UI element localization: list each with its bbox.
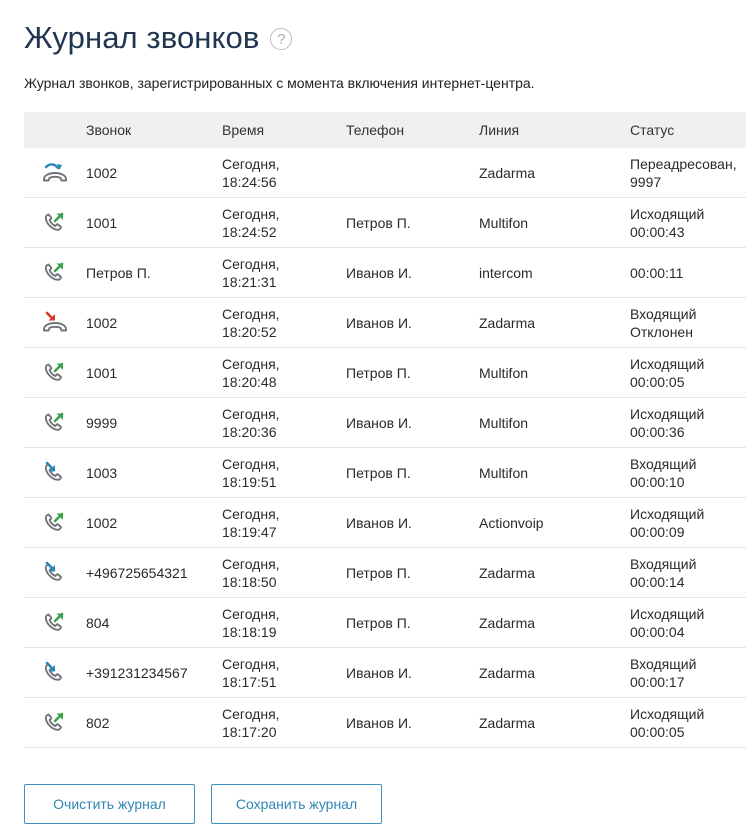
call-incoming-icon [24, 561, 86, 585]
status-text: Входящий [630, 555, 697, 572]
call-cell: 1003 [86, 464, 118, 481]
status-detail: 00:00:17 [630, 673, 685, 690]
date-text: Сегодня, [222, 555, 280, 572]
status-cell [630, 705, 746, 741]
line-cell: Multifon [479, 414, 529, 431]
table-row [24, 398, 746, 448]
line-cell: Zadarma [479, 314, 536, 331]
date-text: Сегодня, [222, 205, 280, 222]
date-text: Сегодня, [222, 655, 280, 672]
call-outgoing-icon [24, 611, 86, 635]
time-cell [222, 205, 346, 241]
line-cell: Zadarma [479, 714, 536, 731]
time-text: 18:24:52 [222, 223, 277, 240]
line-cell: Zadarma [479, 664, 536, 681]
table-row [24, 448, 746, 498]
date-text: Сегодня, [222, 505, 280, 522]
time-cell [222, 155, 346, 191]
table-row [24, 148, 746, 198]
status-cell [630, 205, 746, 241]
status-detail: 00:00:05 [630, 373, 685, 390]
phone-cell: Иванов И. [346, 664, 412, 681]
table-header [24, 112, 746, 148]
clear-log-button[interactable]: Очистить журнал [24, 784, 195, 824]
status-cell [630, 605, 746, 641]
status-detail: 00:00:43 [630, 223, 685, 240]
time-cell [222, 355, 346, 391]
call-outgoing-icon [24, 211, 86, 235]
date-text: Сегодня, [222, 405, 280, 422]
time-text: 18:24:56 [222, 173, 277, 190]
status-detail: 00:00:36 [630, 423, 685, 440]
line-cell: Zadarma [479, 564, 536, 581]
table-row [24, 698, 746, 748]
table-row [24, 298, 746, 348]
date-text: Сегодня, [222, 305, 280, 322]
save-log-button[interactable]: Сохранить журнал [211, 784, 382, 824]
phone-cell: Петров П. [346, 364, 411, 381]
call-declined-icon [24, 311, 86, 335]
phone-cell: Петров П. [346, 614, 411, 631]
phone-cell: Иванов И. [346, 264, 412, 281]
time-text: 18:20:48 [222, 373, 277, 390]
page-title: Журнал звонков [24, 20, 260, 55]
call-forwarded-icon [24, 161, 86, 185]
page-subtitle: Журнал звонков, зарегистрированных с момента включения интернет-центра. [24, 75, 535, 91]
status-cell [630, 655, 746, 691]
call-outgoing-icon [24, 361, 86, 385]
call-outgoing-icon [24, 711, 86, 735]
call-cell: +391231234567 [86, 664, 188, 681]
time-cell [222, 505, 346, 541]
status-detail: 00:00:04 [630, 623, 685, 640]
table-row [24, 598, 746, 648]
status-cell [630, 305, 746, 341]
time-text: 18:17:51 [222, 673, 277, 690]
date-text: Сегодня, [222, 255, 280, 272]
call-log-table [24, 112, 746, 748]
time-cell [222, 455, 346, 491]
date-text: Сегодня, [222, 705, 280, 722]
line-cell: Zadarma [479, 164, 536, 181]
time-cell [222, 305, 346, 341]
line-cell: Multifon [479, 214, 529, 231]
status-cell [630, 505, 746, 541]
table-row [24, 248, 746, 298]
time-text: 18:19:51 [222, 473, 277, 490]
date-text: Сегодня, [222, 605, 280, 622]
call-cell: Петров П. [86, 264, 151, 281]
time-cell [222, 655, 346, 691]
help-icon[interactable]: ? [270, 28, 292, 50]
phone-cell: Петров П. [346, 214, 411, 231]
time-text: 18:20:52 [222, 323, 277, 340]
status-cell [630, 355, 746, 391]
call-outgoing-icon [24, 411, 86, 435]
status-text: Исходящий [630, 205, 705, 222]
time-text: 18:18:19 [222, 623, 277, 640]
call-cell: 9999 [86, 414, 118, 431]
status-detail: Отклонен [630, 323, 693, 340]
status-text: 00:00:11 [630, 264, 684, 281]
call-incoming-icon [24, 461, 86, 485]
call-cell: 1001 [86, 364, 118, 381]
time-text: 18:17:20 [222, 723, 277, 740]
header-line: Линия [479, 122, 520, 138]
line-cell: Multifon [479, 464, 529, 481]
header-time: Время [222, 122, 265, 138]
status-cell [630, 455, 746, 491]
date-text: Сегодня, [222, 455, 280, 472]
table-row [24, 498, 746, 548]
status-detail: 9997 [630, 173, 662, 190]
status-text: Входящий [630, 655, 697, 672]
phone-cell: Иванов И. [346, 714, 412, 731]
header-call: Звонок [86, 122, 132, 138]
call-cell: 1002 [86, 164, 118, 181]
call-cell: +496725654321 [86, 564, 188, 581]
status-detail: 00:00:05 [630, 723, 685, 740]
date-text: Сегодня, [222, 355, 280, 372]
status-detail: 00:00:10 [630, 473, 685, 490]
date-text: Сегодня, [222, 155, 280, 172]
line-cell: Zadarma [479, 614, 536, 631]
time-cell [222, 405, 346, 441]
time-text: 18:20:36 [222, 423, 277, 440]
status-text: Исходящий [630, 405, 705, 422]
call-incoming-icon [24, 661, 86, 685]
status-cell [630, 155, 746, 191]
status-text: Входящий [630, 305, 697, 322]
status-text: Входящий [630, 455, 697, 472]
status-cell [630, 405, 746, 441]
phone-cell: Иванов И. [346, 514, 412, 531]
time-cell [222, 605, 346, 641]
status-text: Переадресован, [630, 155, 737, 172]
table-row [24, 348, 746, 398]
status-cell [630, 264, 746, 282]
phone-cell: Петров П. [346, 464, 411, 481]
line-cell: intercom [479, 264, 533, 281]
phone-cell: Иванов И. [346, 414, 412, 431]
time-cell [222, 555, 346, 591]
line-cell: Multifon [479, 364, 529, 381]
status-text: Исходящий [630, 705, 705, 722]
status-detail: 00:00:09 [630, 523, 685, 540]
call-cell: 802 [86, 714, 110, 731]
status-detail: 00:00:14 [630, 573, 685, 590]
line-cell: Actionvoip [479, 514, 544, 531]
table-row [24, 198, 746, 248]
header-status: Статус [630, 122, 675, 138]
time-cell [222, 705, 346, 741]
time-text: 18:21:31 [222, 273, 277, 290]
call-cell: 1002 [86, 314, 118, 331]
call-cell: 1001 [86, 214, 118, 231]
phone-cell: Иванов И. [346, 314, 412, 331]
time-cell [222, 255, 346, 291]
table-row [24, 548, 746, 598]
phone-cell: Петров П. [346, 564, 411, 581]
status-cell [630, 555, 746, 591]
call-cell: 1002 [86, 514, 118, 531]
status-text: Исходящий [630, 355, 705, 372]
table-body [24, 148, 746, 748]
call-cell: 804 [86, 614, 110, 631]
status-text: Исходящий [630, 505, 705, 522]
time-text: 18:19:47 [222, 523, 277, 540]
title-row [24, 20, 292, 56]
time-text: 18:18:50 [222, 573, 277, 590]
call-outgoing-icon [24, 261, 86, 285]
table-row [24, 648, 746, 698]
call-outgoing-icon [24, 511, 86, 535]
status-text: Исходящий [630, 605, 705, 622]
header-phone: Телефон [346, 122, 405, 138]
